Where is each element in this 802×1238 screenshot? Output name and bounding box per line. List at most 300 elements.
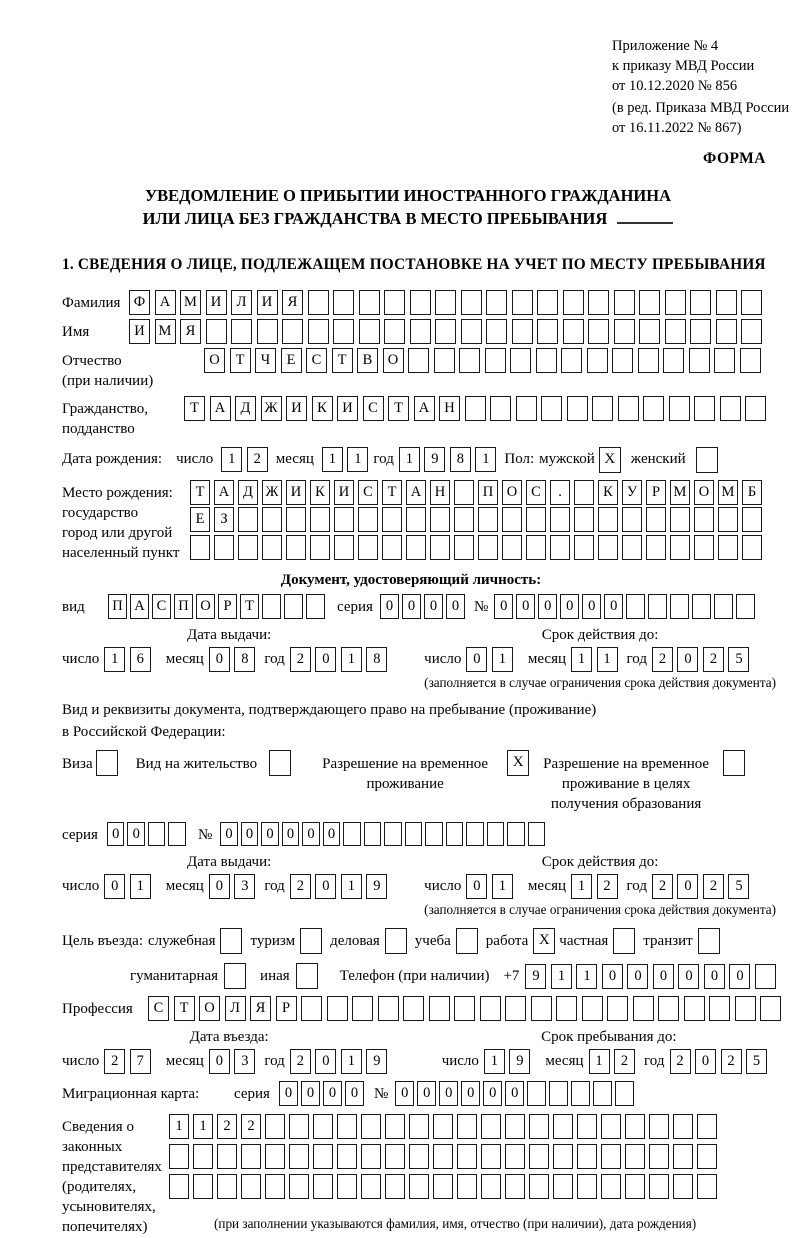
form-cell[interactable] [333, 290, 354, 315]
form-cell[interactable]: М [670, 480, 690, 505]
form-cell[interactable] [571, 1081, 590, 1106]
form-cell[interactable]: И [286, 480, 306, 505]
form-cell[interactable]: Т [230, 348, 251, 373]
form-cell[interactable] [446, 822, 464, 846]
form-cell[interactable] [313, 1114, 333, 1139]
form-cell[interactable] [361, 1174, 381, 1199]
form-cell[interactable] [588, 290, 609, 315]
form-cell[interactable]: 0 [446, 594, 465, 619]
form-cell[interactable] [454, 507, 474, 532]
form-cell[interactable] [622, 507, 642, 532]
form-cell[interactable] [310, 535, 330, 560]
form-cell[interactable] [505, 1114, 525, 1139]
form-cell[interactable] [684, 996, 705, 1021]
form-cell[interactable] [265, 1114, 285, 1139]
form-cell[interactable] [550, 535, 570, 560]
form-cell[interactable] [614, 319, 635, 344]
form-cell[interactable] [649, 1114, 669, 1139]
form-cell[interactable]: Я [282, 290, 303, 315]
form-cell[interactable]: 0 [209, 647, 230, 672]
form-cell[interactable] [537, 290, 558, 315]
form-cell[interactable]: 0 [315, 1049, 336, 1074]
form-cell[interactable]: Н [439, 396, 460, 421]
form-cell[interactable]: Б [742, 480, 762, 505]
form-cell[interactable] [741, 319, 762, 344]
form-cell[interactable] [378, 996, 399, 1021]
form-cell[interactable] [385, 1114, 405, 1139]
form-cell[interactable]: 1 [130, 874, 151, 899]
form-cell[interactable] [257, 319, 278, 344]
form-cell[interactable] [507, 822, 525, 846]
form-cell[interactable] [669, 396, 690, 421]
form-cell[interactable] [406, 507, 426, 532]
form-cell[interactable]: 0 [461, 1081, 480, 1106]
form-cell[interactable] [718, 507, 738, 532]
form-cell[interactable]: Т [388, 396, 409, 421]
form-cell[interactable]: 1 [597, 647, 618, 672]
form-cell[interactable] [481, 1114, 501, 1139]
form-cell[interactable] [516, 396, 537, 421]
form-cell[interactable] [410, 319, 431, 344]
form-cell[interactable] [481, 1174, 501, 1199]
form-cell[interactable] [193, 1174, 213, 1199]
form-cell[interactable]: Ж [262, 480, 282, 505]
form-cell[interactable] [286, 507, 306, 532]
form-cell[interactable]: 1 [576, 964, 597, 989]
form-cell[interactable] [550, 507, 570, 532]
form-cell[interactable]: 0 [395, 1081, 414, 1106]
form-cell[interactable] [486, 319, 507, 344]
form-cell[interactable] [601, 1114, 621, 1139]
temp-residence-permit-checkbox[interactable]: X [507, 750, 529, 776]
form-cell[interactable] [490, 396, 511, 421]
form-cell[interactable] [262, 594, 281, 619]
form-cell[interactable] [716, 290, 737, 315]
form-cell[interactable]: В [357, 348, 378, 373]
form-cell[interactable]: С [148, 996, 169, 1021]
form-cell[interactable]: У [622, 480, 642, 505]
form-cell[interactable]: 2 [597, 874, 618, 899]
form-cell[interactable]: 9 [424, 447, 445, 472]
form-cell[interactable] [168, 822, 186, 846]
form-cell[interactable]: 0 [261, 822, 279, 846]
form-cell[interactable]: 0 [107, 822, 125, 846]
form-cell[interactable]: 0 [424, 594, 443, 619]
form-cell[interactable]: Т [240, 594, 259, 619]
form-cell[interactable]: 0 [209, 1049, 230, 1074]
form-cell[interactable]: Ж [261, 396, 282, 421]
form-cell[interactable] [454, 535, 474, 560]
form-cell[interactable] [505, 1144, 525, 1169]
form-cell[interactable] [337, 1144, 357, 1169]
form-cell[interactable]: А [406, 480, 426, 505]
form-cell[interactable] [512, 290, 533, 315]
form-cell[interactable] [694, 507, 714, 532]
purpose-humanitarian-checkbox[interactable] [224, 963, 246, 989]
form-cell[interactable] [502, 507, 522, 532]
form-cell[interactable]: 0 [282, 822, 300, 846]
form-cell[interactable] [481, 1144, 501, 1169]
form-cell[interactable] [553, 1174, 573, 1199]
form-cell[interactable] [742, 507, 762, 532]
form-cell[interactable]: Л [225, 996, 246, 1021]
form-cell[interactable] [529, 1114, 549, 1139]
form-cell[interactable] [670, 535, 690, 560]
form-cell[interactable]: О [502, 480, 522, 505]
form-cell[interactable]: . [550, 480, 570, 505]
purpose-work-checkbox[interactable]: X [533, 928, 555, 954]
form-cell[interactable] [735, 996, 756, 1021]
purpose-transit-checkbox[interactable] [698, 928, 720, 954]
form-cell[interactable]: 2 [614, 1049, 635, 1074]
form-cell[interactable] [486, 290, 507, 315]
form-cell[interactable] [639, 319, 660, 344]
form-cell[interactable]: 9 [366, 874, 387, 899]
form-cell[interactable] [587, 348, 608, 373]
form-cell[interactable] [697, 1174, 717, 1199]
form-cell[interactable]: 1 [571, 647, 592, 672]
form-cell[interactable]: 0 [483, 1081, 502, 1106]
form-cell[interactable]: 2 [217, 1114, 237, 1139]
form-cell[interactable] [343, 822, 361, 846]
form-cell[interactable] [408, 348, 429, 373]
form-cell[interactable]: 0 [345, 1081, 364, 1106]
form-cell[interactable] [241, 1174, 261, 1199]
form-cell[interactable]: 0 [677, 874, 698, 899]
form-cell[interactable] [457, 1144, 477, 1169]
form-cell[interactable] [646, 535, 666, 560]
form-cell[interactable]: С [152, 594, 171, 619]
form-cell[interactable]: 2 [104, 1049, 125, 1074]
form-cell[interactable]: 0 [220, 822, 238, 846]
form-cell[interactable] [529, 1174, 549, 1199]
form-cell[interactable]: М [155, 319, 176, 344]
form-cell[interactable] [601, 1174, 621, 1199]
form-cell[interactable] [457, 1114, 477, 1139]
form-cell[interactable] [337, 1174, 357, 1199]
form-cell[interactable] [740, 348, 761, 373]
form-cell[interactable] [612, 348, 633, 373]
form-cell[interactable]: 0 [315, 874, 336, 899]
form-cell[interactable] [690, 290, 711, 315]
form-cell[interactable] [410, 290, 431, 315]
form-cell[interactable] [505, 1174, 525, 1199]
form-cell[interactable] [382, 507, 402, 532]
form-cell[interactable] [265, 1174, 285, 1199]
form-cell[interactable] [622, 535, 642, 560]
form-cell[interactable] [512, 319, 533, 344]
form-cell[interactable]: Д [238, 480, 258, 505]
form-cell[interactable]: О [196, 594, 215, 619]
form-cell[interactable]: К [598, 480, 618, 505]
form-cell[interactable]: 2 [290, 874, 311, 899]
form-cell[interactable]: 0 [380, 594, 399, 619]
form-cell[interactable] [720, 396, 741, 421]
form-cell[interactable]: 9 [366, 1049, 387, 1074]
form-cell[interactable]: 1 [571, 874, 592, 899]
form-cell[interactable]: 6 [130, 647, 151, 672]
purpose-business-checkbox[interactable] [385, 928, 407, 954]
form-cell[interactable] [385, 1144, 405, 1169]
form-cell[interactable] [598, 507, 618, 532]
form-cell[interactable]: 1 [399, 447, 420, 472]
form-cell[interactable] [553, 1144, 573, 1169]
form-cell[interactable] [433, 1174, 453, 1199]
form-cell[interactable] [238, 507, 258, 532]
form-cell[interactable]: Т [190, 480, 210, 505]
form-cell[interactable] [313, 1174, 333, 1199]
form-cell[interactable] [561, 348, 582, 373]
form-cell[interactable] [673, 1114, 693, 1139]
form-cell[interactable] [310, 507, 330, 532]
form-cell[interactable] [510, 348, 531, 373]
form-cell[interactable] [206, 319, 227, 344]
form-cell[interactable]: 2 [652, 874, 673, 899]
form-cell[interactable] [433, 1114, 453, 1139]
form-cell[interactable] [241, 1144, 261, 1169]
form-cell[interactable] [289, 1114, 309, 1139]
form-cell[interactable]: О [204, 348, 225, 373]
form-cell[interactable] [238, 535, 258, 560]
form-cell[interactable] [601, 1144, 621, 1169]
form-cell[interactable] [593, 1081, 612, 1106]
form-cell[interactable] [692, 594, 711, 619]
form-cell[interactable]: 1 [221, 447, 242, 472]
form-cell[interactable] [169, 1174, 189, 1199]
form-cell[interactable] [648, 594, 667, 619]
form-cell[interactable]: 2 [247, 447, 268, 472]
form-cell[interactable] [663, 348, 684, 373]
form-cell[interactable]: П [174, 594, 193, 619]
form-cell[interactable]: И [257, 290, 278, 315]
form-cell[interactable]: 0 [560, 594, 579, 619]
form-cell[interactable]: 5 [728, 647, 749, 672]
form-cell[interactable]: Ч [255, 348, 276, 373]
form-cell[interactable]: 1 [341, 647, 362, 672]
form-cell[interactable] [289, 1174, 309, 1199]
form-cell[interactable] [289, 1144, 309, 1169]
form-cell[interactable] [434, 348, 455, 373]
form-cell[interactable] [265, 1144, 285, 1169]
form-cell[interactable]: Т [382, 480, 402, 505]
form-cell[interactable]: К [310, 480, 330, 505]
form-cell[interactable]: Р [218, 594, 237, 619]
form-cell[interactable] [409, 1144, 429, 1169]
form-cell[interactable]: 0 [323, 1081, 342, 1106]
form-cell[interactable]: М [718, 480, 738, 505]
form-cell[interactable]: 2 [290, 1049, 311, 1074]
sex-female-checkbox[interactable] [696, 447, 718, 473]
form-cell[interactable]: С [363, 396, 384, 421]
form-cell[interactable]: Е [281, 348, 302, 373]
form-cell[interactable]: 0 [301, 1081, 320, 1106]
form-cell[interactable]: 2 [703, 647, 724, 672]
form-cell[interactable]: 0 [279, 1081, 298, 1106]
form-cell[interactable] [649, 1144, 669, 1169]
form-cell[interactable] [382, 535, 402, 560]
form-cell[interactable] [563, 290, 584, 315]
form-cell[interactable] [409, 1114, 429, 1139]
form-cell[interactable] [537, 319, 558, 344]
form-cell[interactable] [643, 396, 664, 421]
form-cell[interactable] [638, 348, 659, 373]
form-cell[interactable]: 9 [509, 1049, 530, 1074]
form-cell[interactable]: 1 [589, 1049, 610, 1074]
form-cell[interactable] [526, 507, 546, 532]
form-cell[interactable] [306, 594, 325, 619]
form-cell[interactable]: 1 [551, 964, 572, 989]
form-cell[interactable] [384, 822, 402, 846]
form-cell[interactable] [673, 1144, 693, 1169]
form-cell[interactable] [262, 535, 282, 560]
form-cell[interactable] [433, 1144, 453, 1169]
form-cell[interactable] [361, 1144, 381, 1169]
form-cell[interactable]: 0 [417, 1081, 436, 1106]
form-cell[interactable] [217, 1174, 237, 1199]
form-cell[interactable] [359, 290, 380, 315]
form-cell[interactable] [364, 822, 382, 846]
form-cell[interactable] [465, 396, 486, 421]
form-cell[interactable] [435, 319, 456, 344]
form-cell[interactable]: 9 [525, 964, 546, 989]
form-cell[interactable] [582, 996, 603, 1021]
form-cell[interactable]: Т [332, 348, 353, 373]
form-cell[interactable]: А [130, 594, 149, 619]
form-cell[interactable] [361, 1114, 381, 1139]
form-cell[interactable]: 0 [602, 964, 623, 989]
form-cell[interactable] [689, 348, 710, 373]
form-cell[interactable]: 5 [746, 1049, 767, 1074]
form-cell[interactable] [505, 996, 526, 1021]
form-cell[interactable]: 0 [516, 594, 535, 619]
form-cell[interactable]: С [526, 480, 546, 505]
form-cell[interactable] [385, 1174, 405, 1199]
form-cell[interactable] [502, 535, 522, 560]
form-cell[interactable]: 1 [484, 1049, 505, 1074]
form-cell[interactable] [313, 1144, 333, 1169]
form-cell[interactable]: 8 [450, 447, 471, 472]
form-cell[interactable]: А [214, 480, 234, 505]
form-cell[interactable] [526, 535, 546, 560]
form-cell[interactable]: 0 [729, 964, 750, 989]
form-cell[interactable] [577, 1144, 597, 1169]
form-cell[interactable] [478, 507, 498, 532]
form-cell[interactable]: 0 [604, 594, 623, 619]
form-cell[interactable] [574, 507, 594, 532]
form-cell[interactable]: 2 [652, 647, 673, 672]
form-cell[interactable] [673, 1174, 693, 1199]
form-cell[interactable]: 8 [366, 647, 387, 672]
form-cell[interactable] [337, 1114, 357, 1139]
form-cell[interactable]: 0 [315, 647, 336, 672]
form-cell[interactable] [409, 1174, 429, 1199]
form-cell[interactable] [485, 348, 506, 373]
form-cell[interactable] [598, 535, 618, 560]
form-cell[interactable] [384, 290, 405, 315]
form-cell[interactable] [649, 1174, 669, 1199]
form-cell[interactable] [459, 348, 480, 373]
form-cell[interactable]: А [210, 396, 231, 421]
form-cell[interactable]: И [206, 290, 227, 315]
form-cell[interactable]: И [286, 396, 307, 421]
form-cell[interactable] [529, 1144, 549, 1169]
form-cell[interactable] [714, 348, 735, 373]
form-cell[interactable]: Т [174, 996, 195, 1021]
form-cell[interactable] [625, 1114, 645, 1139]
form-cell[interactable] [384, 319, 405, 344]
form-cell[interactable] [262, 507, 282, 532]
form-cell[interactable] [231, 319, 252, 344]
form-cell[interactable] [556, 996, 577, 1021]
form-cell[interactable] [615, 1081, 634, 1106]
form-cell[interactable] [478, 535, 498, 560]
form-cell[interactable]: 1 [347, 447, 368, 472]
form-cell[interactable]: 8 [234, 647, 255, 672]
form-cell[interactable] [430, 535, 450, 560]
form-cell[interactable] [425, 822, 443, 846]
form-cell[interactable] [665, 290, 686, 315]
form-cell[interactable] [549, 1081, 568, 1106]
form-cell[interactable] [284, 594, 303, 619]
form-cell[interactable] [286, 535, 306, 560]
form-cell[interactable] [435, 290, 456, 315]
form-cell[interactable] [574, 535, 594, 560]
form-cell[interactable]: 1 [341, 874, 362, 899]
purpose-private-checkbox[interactable] [613, 928, 635, 954]
form-cell[interactable] [639, 290, 660, 315]
form-cell[interactable] [670, 594, 689, 619]
purpose-other-checkbox[interactable] [296, 963, 318, 989]
form-cell[interactable] [190, 535, 210, 560]
form-cell[interactable] [553, 1114, 573, 1139]
form-cell[interactable]: 3 [234, 874, 255, 899]
form-cell[interactable] [736, 594, 755, 619]
form-cell[interactable] [358, 535, 378, 560]
form-cell[interactable] [217, 1144, 237, 1169]
form-cell[interactable]: Н [430, 480, 450, 505]
form-cell[interactable]: П [108, 594, 127, 619]
form-cell[interactable] [670, 507, 690, 532]
form-cell[interactable]: 0 [627, 964, 648, 989]
edu-residence-permit-checkbox[interactable] [723, 750, 745, 776]
form-cell[interactable] [527, 1081, 546, 1106]
form-cell[interactable] [646, 507, 666, 532]
form-cell[interactable]: 7 [130, 1049, 151, 1074]
form-cell[interactable] [430, 507, 450, 532]
form-cell[interactable] [760, 996, 781, 1021]
form-cell[interactable]: 0 [538, 594, 557, 619]
form-cell[interactable] [694, 396, 715, 421]
form-cell[interactable] [454, 480, 474, 505]
form-cell[interactable] [714, 594, 733, 619]
form-cell[interactable] [690, 319, 711, 344]
form-cell[interactable] [531, 996, 552, 1021]
form-cell[interactable] [607, 996, 628, 1021]
form-cell[interactable]: 2 [670, 1049, 691, 1074]
form-cell[interactable]: 0 [104, 874, 125, 899]
form-cell[interactable] [148, 822, 166, 846]
form-cell[interactable] [618, 396, 639, 421]
form-cell[interactable]: И [337, 396, 358, 421]
form-cell[interactable]: С [358, 480, 378, 505]
form-cell[interactable]: 0 [209, 874, 230, 899]
form-cell[interactable]: 2 [703, 874, 724, 899]
form-cell[interactable]: О [383, 348, 404, 373]
form-cell[interactable] [308, 290, 329, 315]
form-cell[interactable]: 0 [505, 1081, 524, 1106]
form-cell[interactable] [466, 822, 484, 846]
form-cell[interactable] [567, 396, 588, 421]
